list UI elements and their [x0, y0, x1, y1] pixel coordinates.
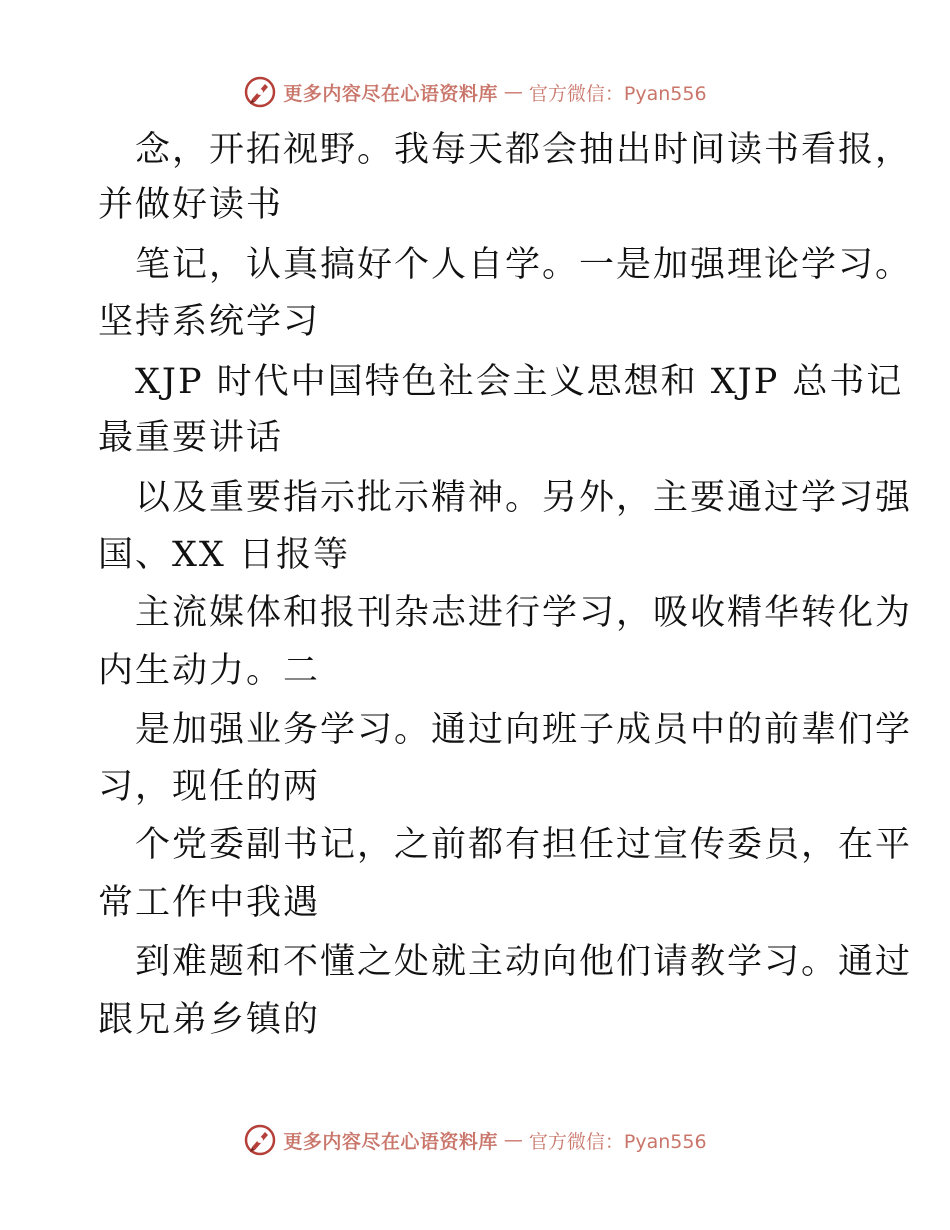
watermark-brand-text: 更多内容尽在心语资料库 [283, 82, 498, 105]
text-line: 是加强业务学习。通过向班子成员中的前辈们学 [135, 710, 913, 750]
text-line: 笔记，认真搞好个人自学。一是加强理论学习。 [135, 245, 913, 285]
watermark-separator: — [503, 1129, 523, 1151]
text-line: XJP 时代中国特色社会主义思想和 XJP 总书记 [135, 362, 904, 402]
text-line: 常工作中我遇 [98, 883, 321, 923]
pen-logo-icon [243, 1123, 277, 1157]
watermark-brand-text: 更多内容尽在心语资料库 [283, 1130, 498, 1153]
footer-watermark-banner [0, 1120, 950, 1160]
text-line: 坚持系统学习 [98, 302, 321, 342]
text-line: 国、XX 日报等 [98, 535, 350, 575]
watermark-contact-text: 官方微信：Pyan556 [528, 1130, 707, 1153]
text-line: 最重要讲话 [98, 418, 284, 458]
watermark-contact-text: 官方微信：Pyan556 [528, 82, 707, 105]
text-line: 习，现任的两 [98, 767, 321, 807]
text-line: 念，开拓视野。我每天都会抽出时间读书看报， [135, 130, 913, 170]
text-line: 内生动力。二 [98, 651, 321, 691]
text-line: 以及重要指示批示精神。另外，主要通过学习强 [135, 478, 913, 518]
header-watermark-banner [0, 72, 950, 112]
text-line: 主流媒体和报刊杂志进行学习，吸收精华转化为 [135, 593, 913, 633]
watermark-separator: — [503, 81, 523, 103]
text-line: 跟兄弟乡镇的 [98, 1000, 321, 1040]
text-line: 到难题和不懂之处就主动向他们请教学习。通过 [135, 942, 913, 982]
text-line: 个党委副书记，之前都有担任过宣传委员，在平 [135, 825, 913, 865]
pen-logo-icon [243, 75, 277, 109]
text-line: 并做好读书 [98, 185, 284, 225]
